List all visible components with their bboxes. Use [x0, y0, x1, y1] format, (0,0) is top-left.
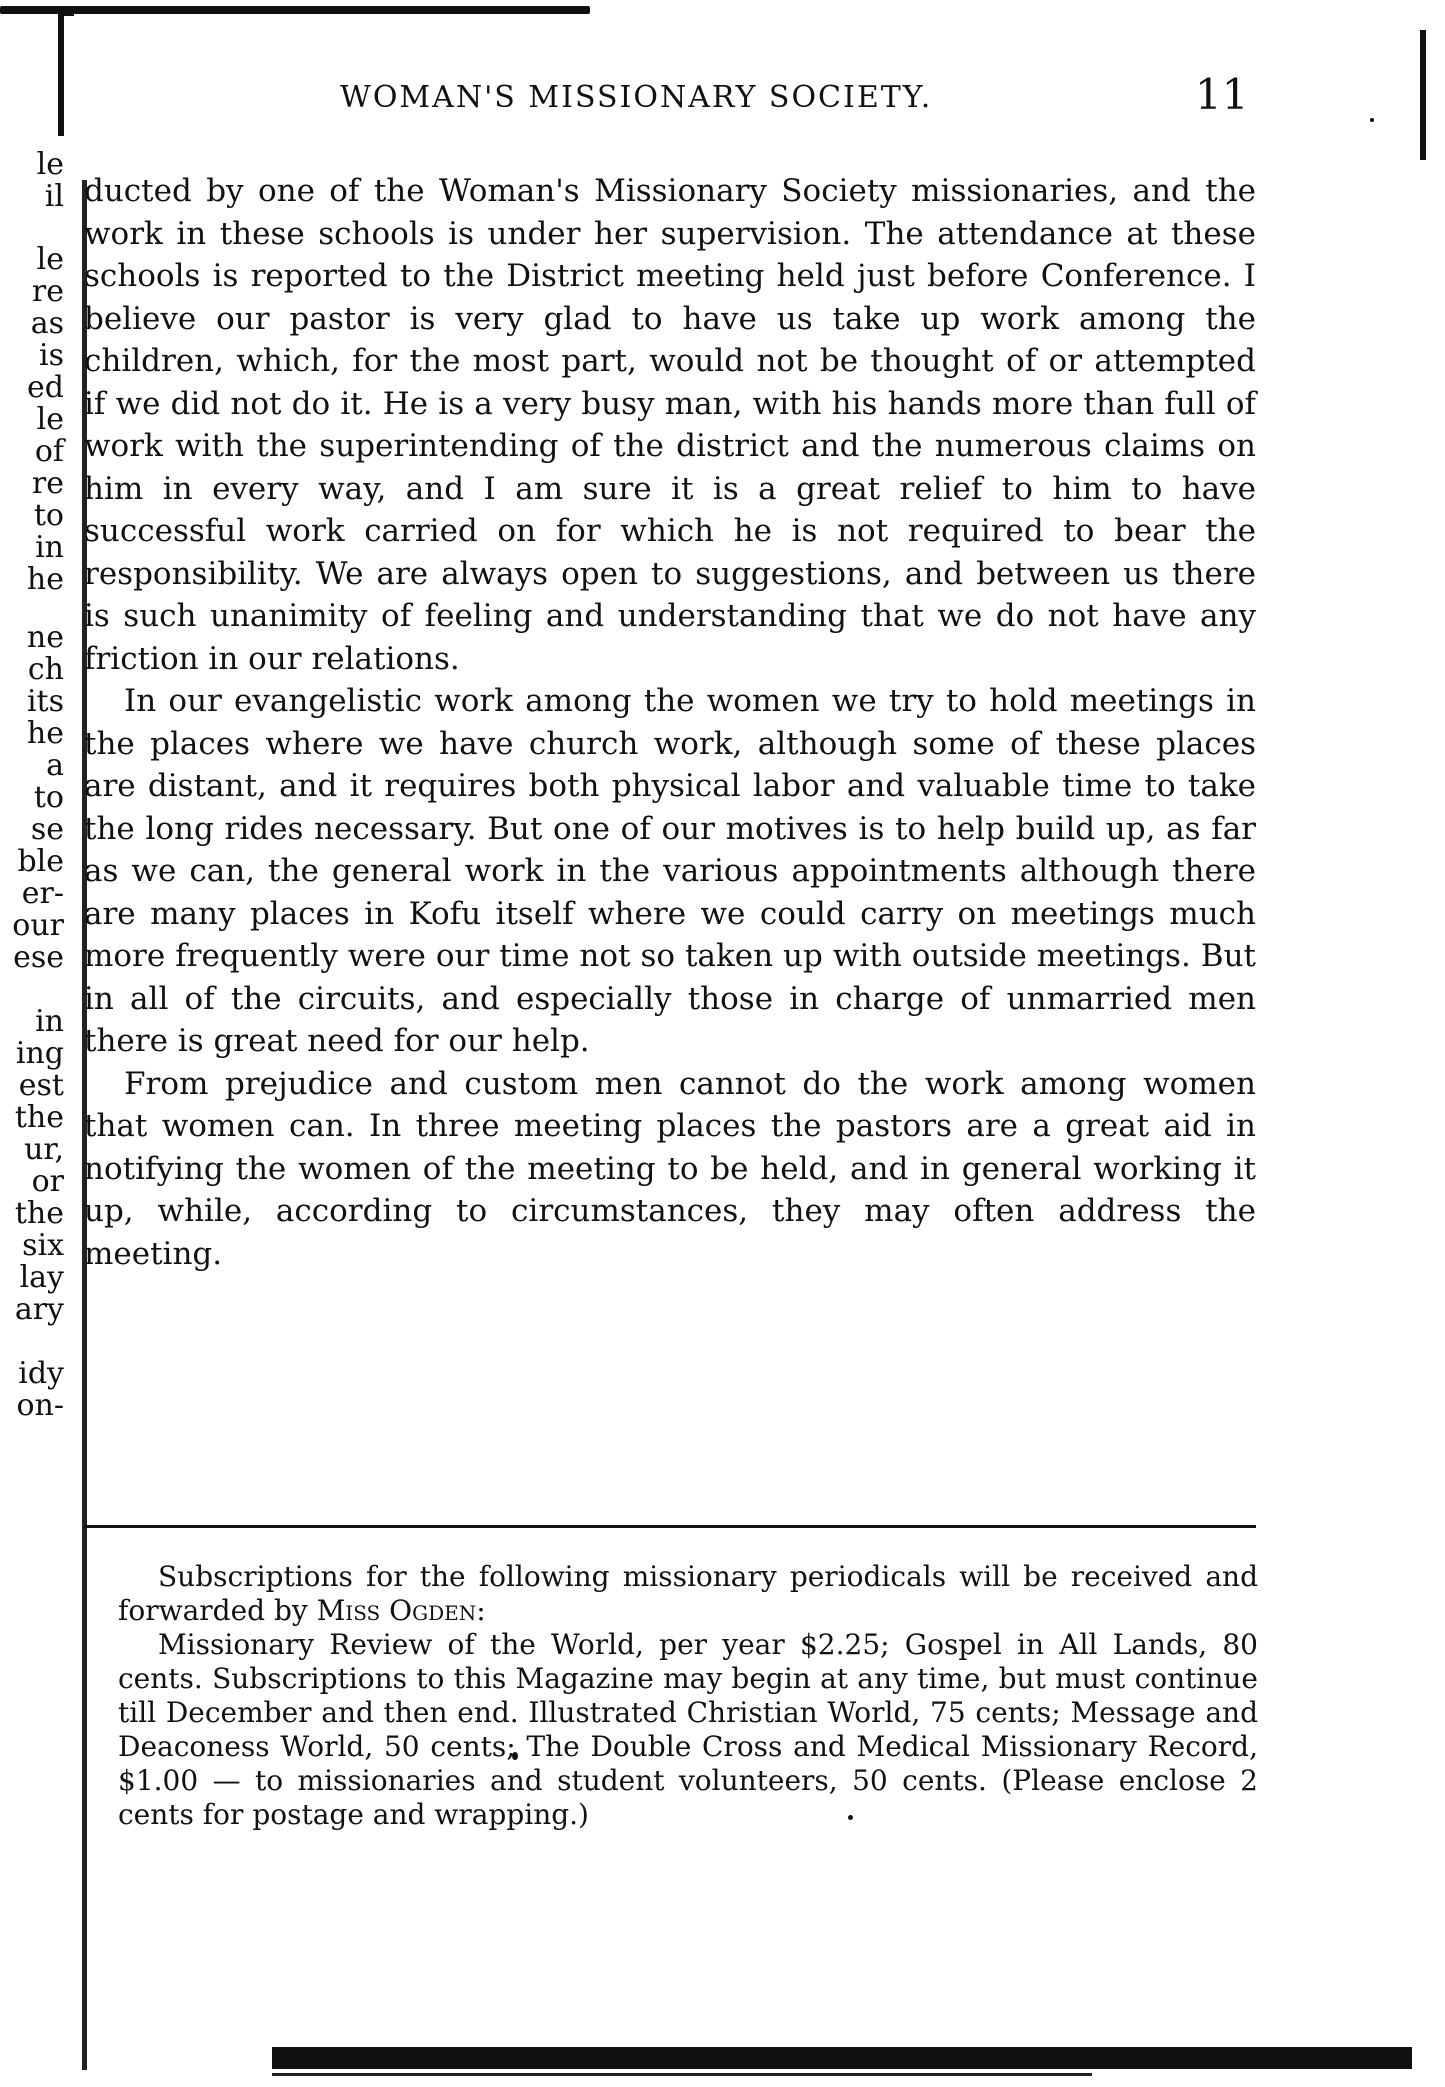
margin-fragment: est: [18, 1068, 64, 1103]
margin-fragment: le: [36, 147, 64, 182]
margin-fragment: re: [31, 274, 64, 309]
margin-fragment: our: [12, 908, 64, 943]
margin-fragment: se: [30, 812, 64, 847]
margin-fragment: le: [36, 242, 64, 277]
body-text: [84, 170, 1256, 1275]
running-header: WOMAN'S MISSIONARY SOCIETY.: [340, 80, 933, 115]
scan-edge-bottom: [272, 2047, 1412, 2069]
notice-intro: [118, 1560, 1258, 1628]
margin-fragment: he: [26, 716, 64, 751]
margin-fragment: as: [30, 306, 64, 341]
margin-fragment: on-: [16, 1388, 64, 1423]
margin-fragment: its: [26, 684, 64, 719]
margin-fragment: ese: [13, 940, 64, 975]
margin-fragment: il: [44, 179, 64, 214]
margin-fragment: ch: [27, 652, 64, 687]
margin-fragment: six: [22, 1228, 64, 1263]
notice-name: Miss Ogden: [316, 1594, 477, 1627]
section-divider: [84, 1525, 1256, 1528]
paragraph: In our evangelistic work among the women we try to hold meetings in the places where we have church work, although some of these places are distant, and it requires both physical labor and valuable time to take the long rides necessary. But one of our motives is to help build up, as far as we can, the general work in the various appointments although there are many places in Kofu itself where we could carry on meetings much more frequently were our time not so taken up with outside meetings. But in all of the circuits, and especially those in charge of unmarried men there is great need for our help.: [84, 683, 1256, 1059]
paragraph: From prejudice and custom men cannot do the work among women that women can. In three meeting places the pastors are a great aid in notifying the women of the meeting to be held, and in general working it up, while, according to circumstances, they may often address the meeting.: [84, 1065, 1256, 1272]
page-number: 11: [1195, 70, 1249, 119]
margin-fragment: the: [14, 1100, 64, 1135]
scan-edge-bottom-thin: [272, 2073, 1092, 2076]
margin-fragment: the: [14, 1196, 64, 1231]
margin-fragment: ed: [27, 370, 64, 405]
ink-speck: [1370, 118, 1374, 122]
margin-fragment: le: [36, 402, 64, 437]
margin-fragment: or: [31, 1164, 64, 1199]
margin-fragment: lay: [19, 1260, 64, 1295]
margin-fragment: in: [35, 530, 64, 565]
margin-fragment: ble: [17, 844, 64, 879]
notice-periodicals: Missionary Review of the World, per year $2.25; Gospel in All Lands, 80 cents. Subscriptions to this Magazine may begin at any time, but must continue till December and then end. Illustrated Christian World, 75 cents; Message and Deaconess World, 50 cents; The Double Cross and Medical Missionary Record, $1.00 — to missionaries and student volunteers, 50 cents. (Please enclose 2 cents for postage and wrapping.): [118, 1628, 1258, 1831]
margin-fragment: to: [33, 498, 64, 533]
paragraph: ducted by one of the Woman's Missionary Society missionaries, and the work in these schools is under her supervision. The attendance at these schools is reported to the District meeting held just before Conference. I believe our pastor is very glad to have us take up work among the children, which, for the most part, would not be thought of or attempted if we did not do it. He is a very busy man, with his hands more than full of work with the superintending of the district and the numerous claims on him in every way, and I am sure it is a great relief to him to have successful work carried on for which he is not required to bear the responsibility. We are always open to suggestions, and between us there is such unanimity of feeling and understanding that we do not have any friction in our relations.: [84, 173, 1256, 677]
margin-fragment: he: [26, 562, 64, 597]
margin-fragment: re: [31, 466, 64, 501]
margin-fragment: to: [33, 780, 64, 815]
scan-edge-right: [1420, 30, 1426, 160]
margin-fragment: ne: [26, 620, 64, 655]
margin-fragment: ary: [14, 1292, 64, 1327]
margin-fragment: er-: [21, 876, 64, 911]
notice-intro-text: Subscriptions for the following missionary periodicals will be received and forwarded by: [118, 1560, 1258, 1627]
margin-fragment: in: [35, 1004, 64, 1039]
margin-fragment: ur,: [24, 1132, 64, 1167]
subscription-notice: [118, 1560, 1258, 1832]
margin-fragment: is: [39, 338, 64, 373]
scan-edge-corner: [58, 10, 74, 136]
notice-intro-colon: :: [476, 1594, 486, 1627]
scan-edge-top: [0, 6, 590, 14]
margin-fragment: of: [34, 434, 64, 469]
margin-fragment: ing: [15, 1036, 64, 1071]
margin-fragment: idy: [18, 1356, 64, 1391]
margin-fragment: a: [46, 748, 64, 783]
